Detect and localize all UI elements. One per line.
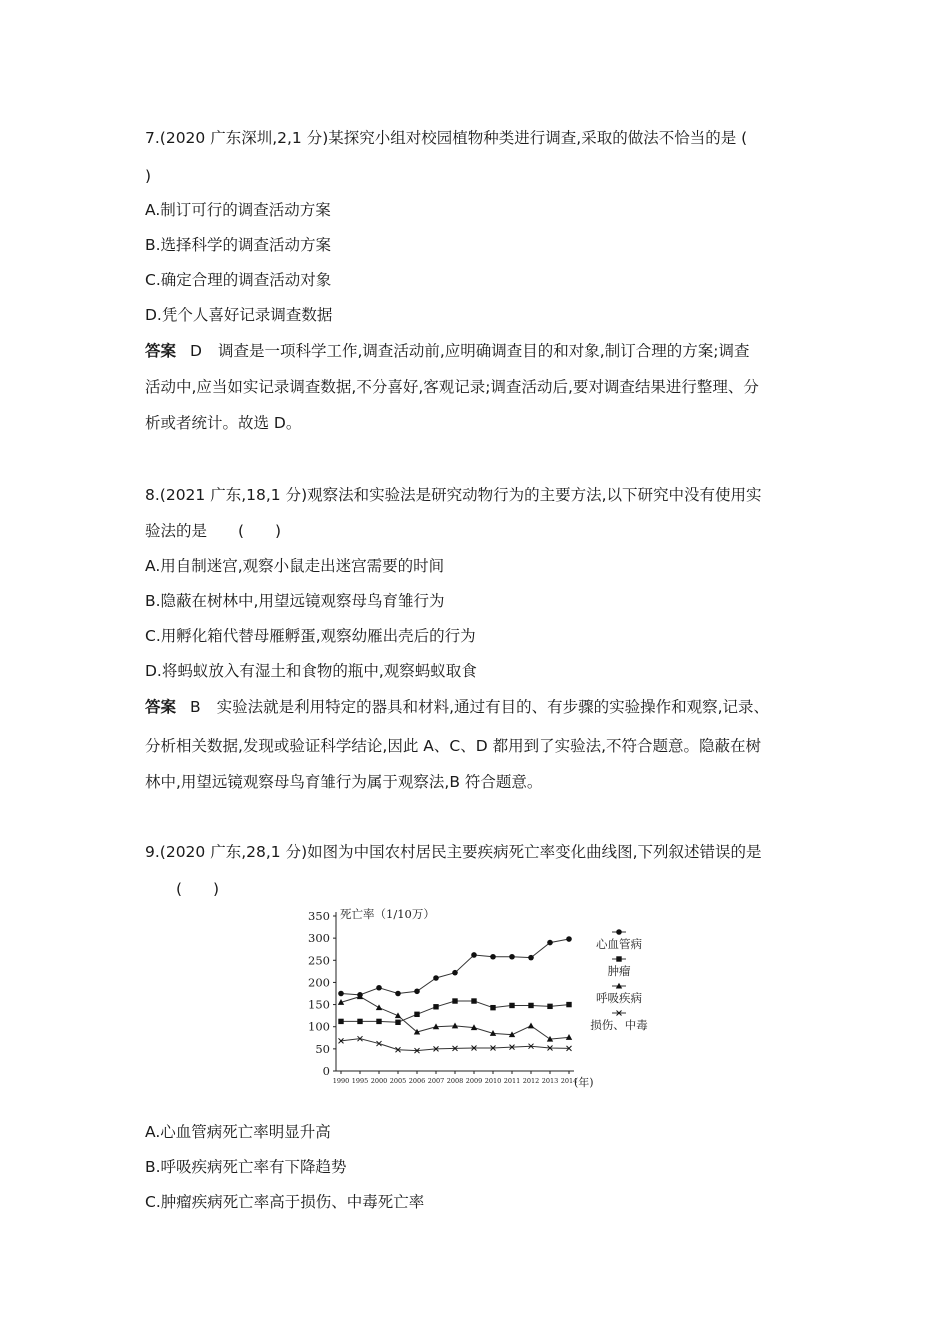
x-tick-label: 1995 xyxy=(351,1077,369,1085)
y-tick-label: 350 xyxy=(308,909,330,923)
data-point xyxy=(528,1003,533,1008)
data-point xyxy=(547,1004,552,1009)
q8-answer-label: 答案 xyxy=(145,698,177,716)
chart-x-ticks xyxy=(333,1071,578,1085)
x-tick-label: 2011 xyxy=(503,1077,521,1085)
q7-option-b: B.选择科学的调查活动方案 xyxy=(145,236,332,254)
q8-option-d: D.将蚂蚁放入有湿土和食物的瓶中,观察蚂蚁取食 xyxy=(145,662,477,680)
q7-stem: 7.(2020 广东深圳,2,1 分)某探究小组对校园植物种类进行调查,采取的做法不恰当的是 ( xyxy=(145,129,748,147)
data-point xyxy=(452,1023,458,1029)
data-point xyxy=(338,991,344,997)
data-point xyxy=(376,1004,382,1010)
data-point xyxy=(566,936,572,942)
q8-explanation-3: 林中,用望远镜观察母鸟育雏行为属于观察法,B 符合题意。 xyxy=(145,773,543,791)
q7-option-d: D.凭个人喜好记录调查数据 xyxy=(145,306,333,324)
data-point xyxy=(490,1005,495,1010)
q8-answer-line-1 xyxy=(145,697,769,717)
legend-label: 损伤、中毒 xyxy=(590,1018,648,1032)
legend-label: 心血管病 xyxy=(596,937,642,951)
legend-label: 呼吸疾病 xyxy=(596,991,642,1005)
chart-y-ticks xyxy=(308,909,336,1078)
series-line-1 xyxy=(341,939,569,995)
q7-explanation-1: 调查是一项科学工作,调查活动前,应明确调查目的和对象,制订合理的方案;调查 xyxy=(217,342,750,360)
data-point xyxy=(433,975,439,981)
chart-title: 死亡率（1/10万） xyxy=(340,907,435,921)
data-point xyxy=(395,1020,400,1025)
q7-paren-close: ) xyxy=(145,167,152,185)
data-point xyxy=(338,1019,343,1024)
x-tick-label: 2006 xyxy=(408,1077,426,1085)
x-tick-label: 2009 xyxy=(465,1077,483,1085)
data-point xyxy=(376,1019,381,1024)
data-point xyxy=(509,954,515,960)
legend-label: 肿瘤 xyxy=(607,964,631,978)
x-tick-label: 2014 xyxy=(560,1077,578,1085)
data-point xyxy=(357,1019,362,1024)
q9-option-c: C.肿瘤疾病死亡率高于损伤、中毒死亡率 xyxy=(145,1193,425,1211)
y-tick-label: 50 xyxy=(315,1041,330,1056)
y-tick-label: 150 xyxy=(308,997,330,1012)
q7-answer-letter: D xyxy=(190,342,202,360)
data-point xyxy=(547,940,553,946)
series-line-2 xyxy=(341,1001,569,1022)
data-point xyxy=(376,985,382,991)
legend-marker xyxy=(616,929,622,935)
x-tick-label: 2008 xyxy=(446,1077,464,1085)
q8-explanation-1: 实验法就是利用特定的器具和材料,通过有目的、有步骤的实验操作和观察,记录、 xyxy=(216,698,770,716)
chart-series xyxy=(338,936,572,1053)
x-tick-label: 1990 xyxy=(332,1077,350,1085)
data-point xyxy=(509,1003,514,1008)
q8-explanation-2: 分析相关数据,发现或验证科学结论,因此 A、C、D 都用到了实验法,不符合题意。隐蔽在树 xyxy=(145,737,761,755)
q7-option-c: C.确定合理的调查活动对象 xyxy=(145,271,332,289)
q7-answer-line-1 xyxy=(145,341,749,361)
x-tick-label: 2007 xyxy=(427,1077,445,1085)
y-tick-label: 300 xyxy=(308,931,330,946)
data-point xyxy=(395,991,401,997)
chart-legend xyxy=(590,929,648,1032)
data-point xyxy=(566,1002,571,1007)
q8-stem: 8.(2021 广东,18,1 分)观察法和实验法是研究动物行为的主要方法,以下研究中没有使用实 xyxy=(145,486,762,504)
x-tick-label: 2012 xyxy=(522,1077,540,1085)
q8-answer-letter: B xyxy=(190,698,201,716)
data-point xyxy=(490,954,496,960)
y-tick-label: 100 xyxy=(308,1019,330,1034)
data-point xyxy=(471,998,476,1003)
q7-explanation-3: 析或者统计。故选 D。 xyxy=(145,414,302,432)
y-tick-label: 200 xyxy=(308,975,330,990)
data-point xyxy=(471,952,477,958)
data-point xyxy=(566,1034,572,1040)
q9-option-b: B.呼吸疾病死亡率有下降趋势 xyxy=(145,1158,347,1176)
x-tick-label: 2010 xyxy=(484,1077,502,1085)
data-point xyxy=(528,1023,534,1029)
x-tick-label: 2005 xyxy=(389,1077,407,1085)
q7-explanation-2: 活动中,应当如实记录调查数据,不分喜好,客观记录;调查活动后,要对调查结果进行整理、分 xyxy=(145,378,759,396)
legend-marker xyxy=(616,956,621,961)
q9-paren: ( ) xyxy=(176,880,220,898)
q9-stem: 9.(2020 广东,28,1 分)如图为中国农村居民主要疾病死亡率变化曲线图,下列叙述错误的是 xyxy=(145,843,762,861)
mortality-line-chart xyxy=(300,905,670,1090)
data-point xyxy=(452,998,457,1003)
q8-option-c: C.用孵化箱代替母雁孵蛋,观察幼雁出壳后的行为 xyxy=(145,627,476,645)
q8-option-a: A.用自制迷宫,观察小鼠走出迷宫需要的时间 xyxy=(145,557,445,575)
q8-option-b: B.隐蔽在树林中,用望远镜观察母鸟育雏行为 xyxy=(145,592,445,610)
q8-stem-2: 验法的是 ( ) xyxy=(145,522,282,540)
data-point xyxy=(414,988,420,994)
data-point xyxy=(528,955,534,961)
x-tick-label: 2013 xyxy=(541,1077,559,1085)
chart-x-label: (年) xyxy=(574,1076,594,1089)
q9-option-a: A.心血管病死亡率明显升高 xyxy=(145,1123,331,1141)
data-point xyxy=(414,1012,419,1017)
data-point xyxy=(433,1004,438,1009)
data-point xyxy=(452,970,458,976)
q7-answer-label: 答案 xyxy=(145,342,177,360)
y-tick-label: 250 xyxy=(308,953,330,968)
x-tick-label: 2000 xyxy=(370,1077,388,1085)
y-tick-label: 0 xyxy=(322,1064,330,1078)
q7-option-a: A.制订可行的调查活动方案 xyxy=(145,201,331,219)
